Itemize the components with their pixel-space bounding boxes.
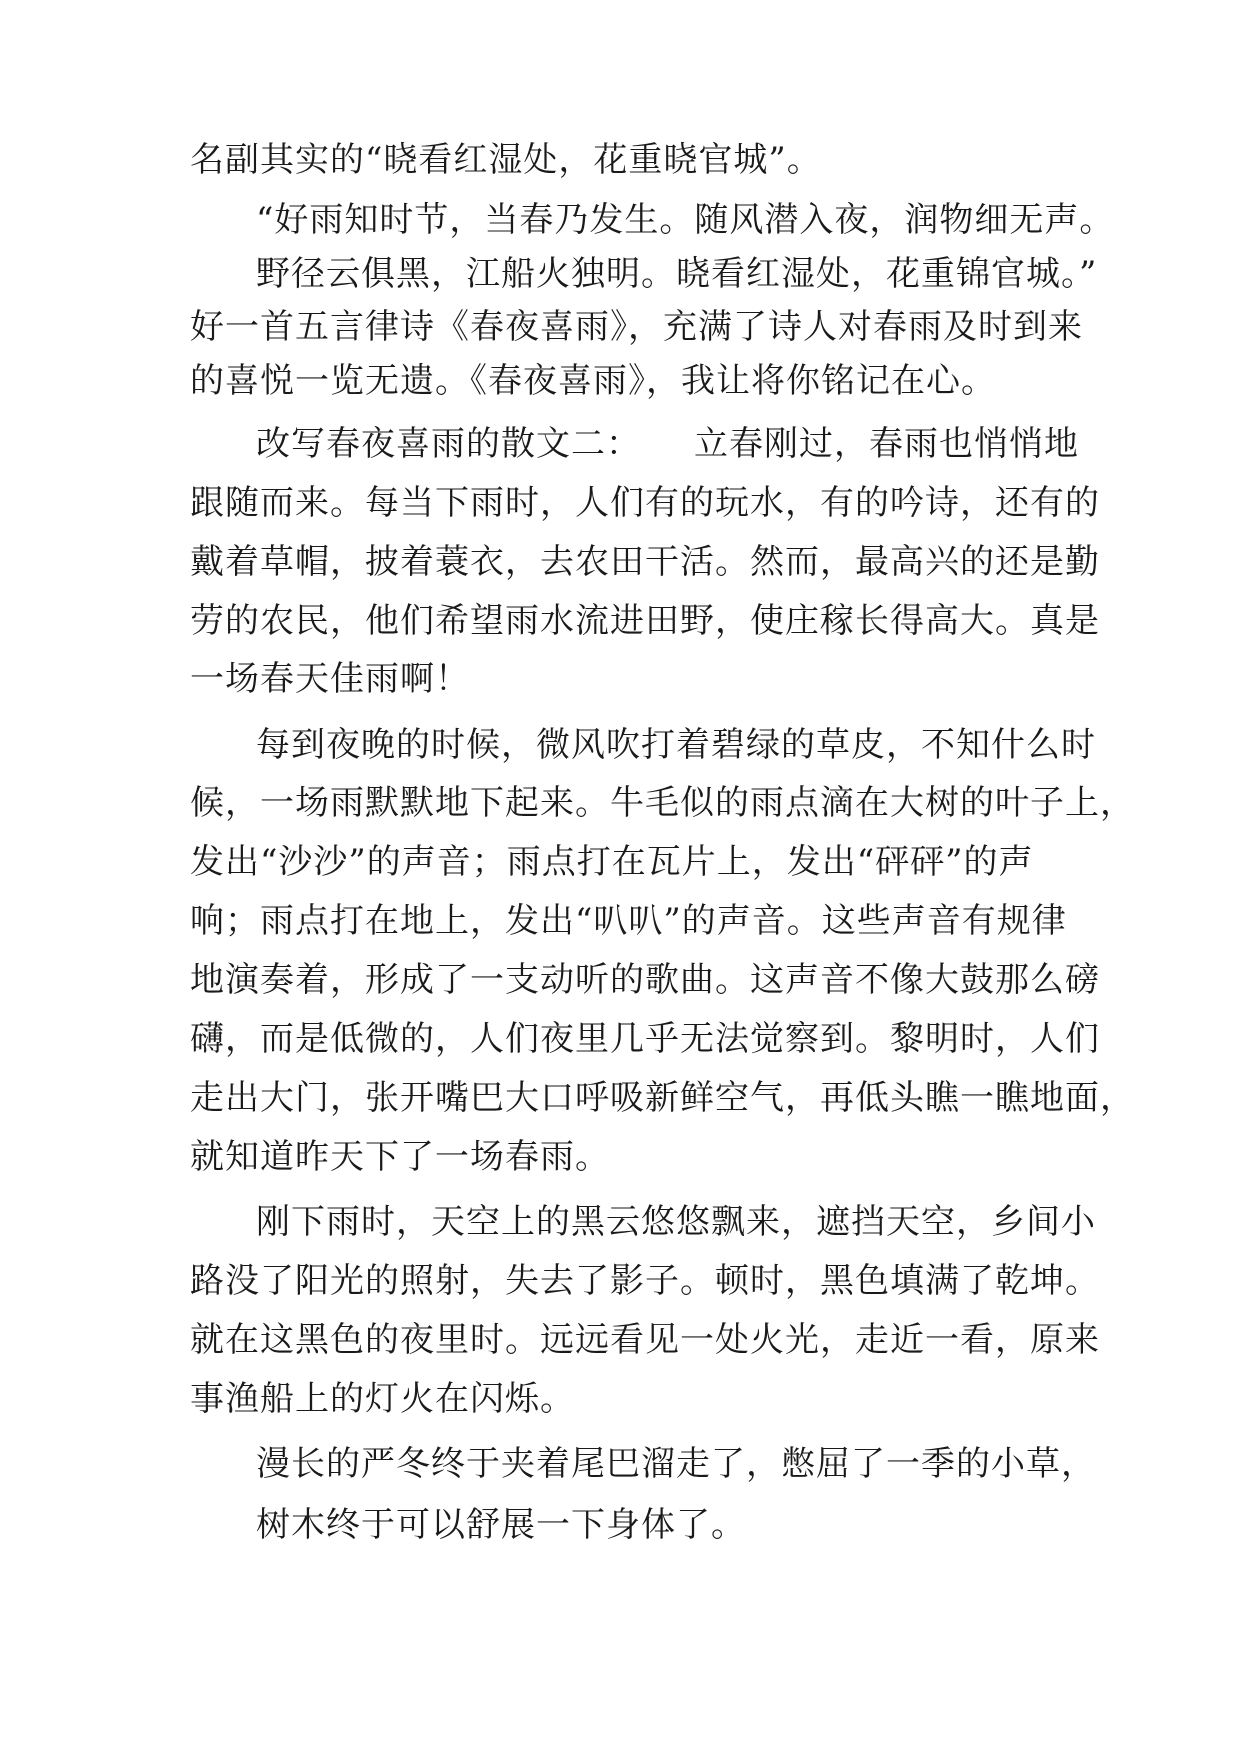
text-line: “好雨知时节，当春乃发生。随风潜入夜，润物细无声。 — [256, 200, 1115, 240]
text-line: 漫长的严冬终于夹着尾巴溜走了，憋屈了一季的小草， — [256, 1444, 1096, 1484]
text-line: 路没了阳光的照射，失去了影子。顿时，黑色填满了乾坤。 — [190, 1261, 1100, 1301]
text-line: 地演奏着，形成了一支动听的歌曲。这声音不像大鼓那么磅 — [190, 960, 1100, 1000]
text-line: 好一首五言律诗《春夜喜雨》，充满了诗人对春雨及时到来 — [190, 307, 1083, 347]
text-line: 候，一场雨默默地下起来。牛毛似的雨点滴在大树的叶子上， — [190, 783, 1135, 823]
text-line: 一场春天佳雨啊！ — [190, 659, 470, 699]
text-line: 刚下雨时，天空上的黑云悠悠飘来，遮挡天空，乡间小 — [256, 1202, 1096, 1242]
text-line: 改写春夜喜雨的散文二： 立春刚过，春雨也悄悄地 — [256, 424, 1079, 464]
text-line: 的喜悦一览无遗。《春夜喜雨》，我让将你铭记在心。 — [190, 361, 996, 401]
text-line: 野径云俱黑，江船火独明。晓看红湿处，花重锦官城。” — [256, 254, 1098, 294]
text-line: 每到夜晚的时候，微风吹打着碧绿的草皮，不知什么时 — [256, 725, 1096, 765]
text-line: 响；雨点打在地上，发出“叭叭”的声音。这些声音有规律 — [190, 901, 1067, 941]
text-line: 劳的农民，他们希望雨水流进田野，使庄稼长得高大。真是 — [190, 601, 1100, 641]
text-line: 就知道昨天下了一场春雨。 — [190, 1137, 610, 1177]
text-line: 戴着草帽，披着蓑衣，去农田干活。然而，最高兴的还是勤 — [190, 542, 1100, 582]
text-line: 跟随而来。每当下雨时，人们有的玩水，有的吟诗，还有的 — [190, 483, 1100, 523]
text-line: 树木终于可以舒展一下身体了。 — [256, 1505, 746, 1545]
text-line: 事渔船上的灯火在闪烁。 — [190, 1379, 575, 1419]
text-line: 就在这黑色的夜里时。远远看见一处火光，走近一看，原来 — [190, 1320, 1100, 1360]
text-line: 发出“沙沙”的声音；雨点打在瓦片上，发出“砰砰”的声 — [190, 842, 1034, 882]
text-line: 名副其实的“晓看红湿处，花重晓官城”。 — [190, 140, 822, 180]
text-line: 礴，而是低微的，人们夜里几乎无法觉察到。黎明时，人们 — [190, 1019, 1100, 1059]
text-line: 走出大门，张开嘴巴大口呼吸新鲜空气，再低头瞧一瞧地面， — [190, 1078, 1135, 1118]
